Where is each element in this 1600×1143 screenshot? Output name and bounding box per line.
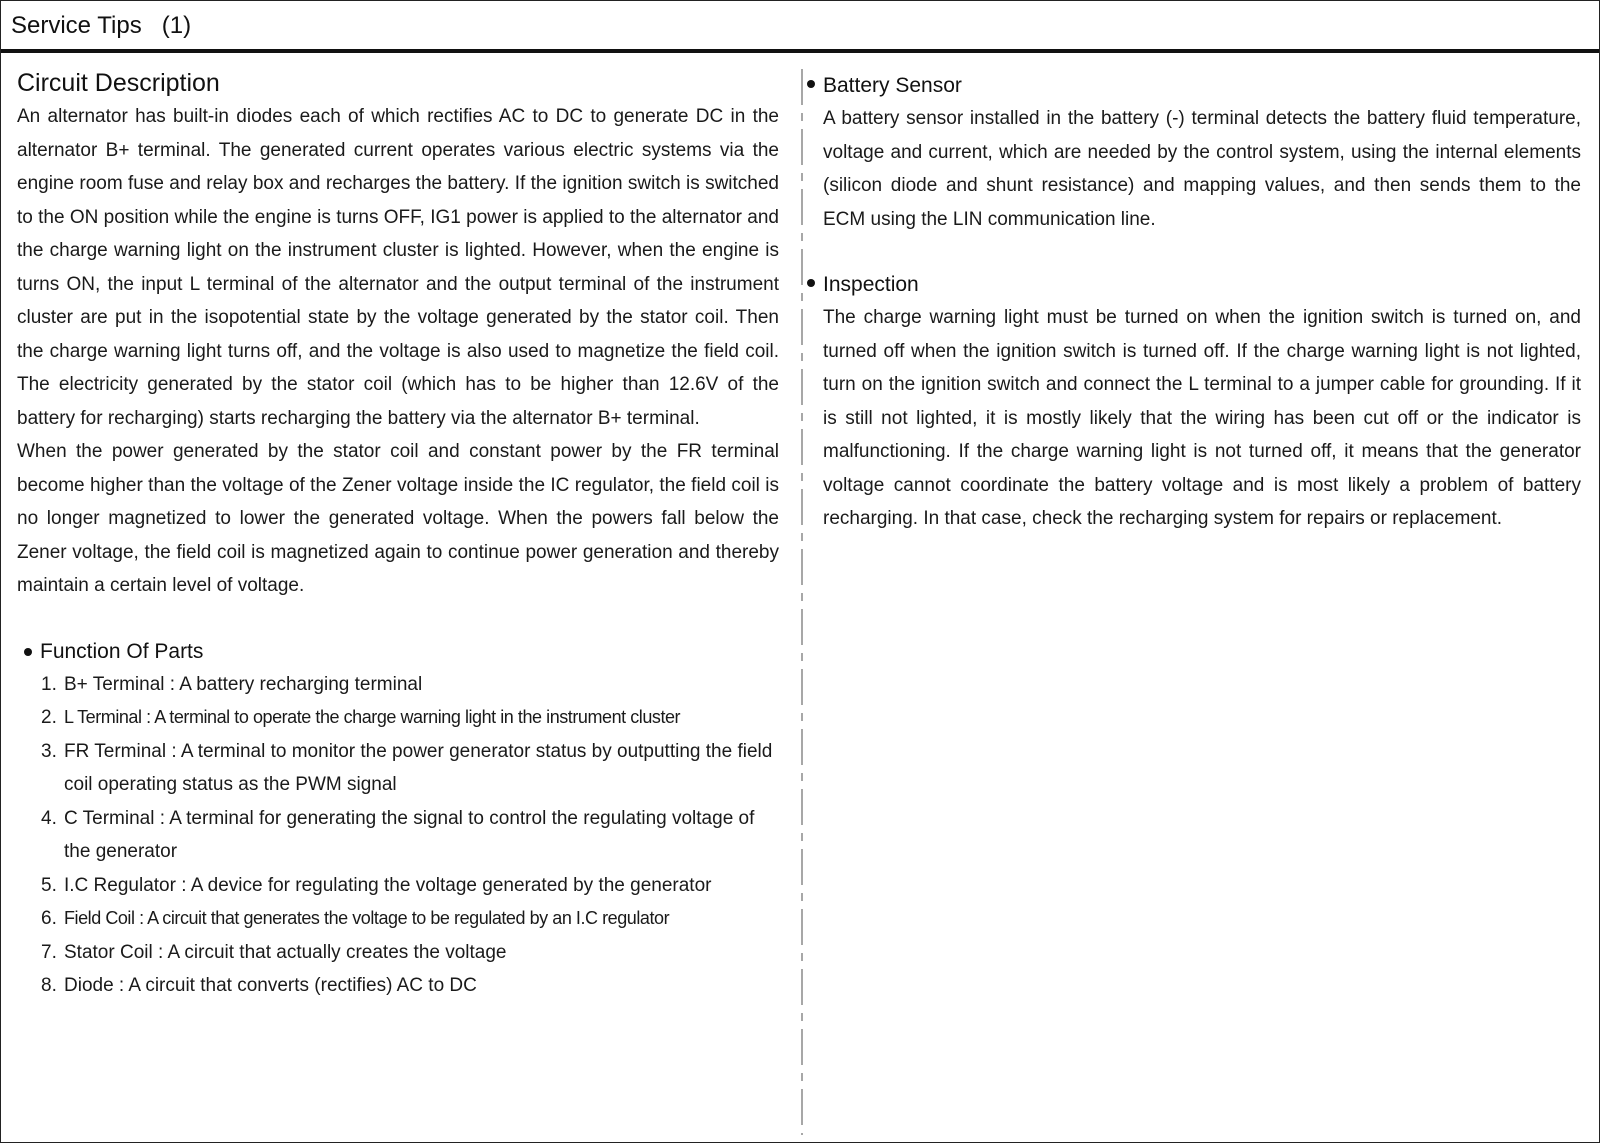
battery-sensor-title: Battery Sensor <box>823 74 962 97</box>
list-item-text: Field Coil : A circuit that generates the voltage to be regulated by an I.C regulator <box>64 908 670 928</box>
list-item <box>17 902 779 936</box>
right-column <box>823 69 1581 536</box>
column-divider <box>801 69 803 1135</box>
list-item-number: 8. <box>41 975 57 996</box>
page-title: Service Tips <box>11 12 142 39</box>
bullet-icon <box>24 648 32 656</box>
list-item-number: 2. <box>41 707 57 728</box>
list-item <box>17 936 779 970</box>
circuit-description-paragraph-2: When the power generated by the stator coil and constant power by the FR terminal become higher than the voltage of the Zener voltage inside the IC regulator, the field coil is no longer magnetized to lower the generated voltage. When the powers fall below the Zener voltage, the field coil is magnetized again to continue power generation and thereby maintain a certain level of voltage. <box>17 441 779 596</box>
battery-sensor-text: A battery sensor installed in the battery (-) terminal detects the battery fluid temperature, voltage and current, which are needed by the control system, using the internal elements (silicon diode and shunt resistance) and mapping values, and then sends them to the ECM using the LIN communication line. <box>823 108 1581 230</box>
list-item <box>17 969 779 1003</box>
page-header <box>1 1 1599 53</box>
bullet-icon <box>807 80 815 88</box>
inspection-heading <box>804 268 1581 301</box>
list-item-number: 4. <box>41 807 57 829</box>
list-item-text: C Terminal : A terminal for generating the signal to control the regulating voltage of the generator <box>64 807 755 862</box>
list-item-number: 7. <box>41 941 57 963</box>
inspection-text: The charge warning light must be turned on when the ignition switch is turned on, and turned off when the ignition switch is turned off. If the charge warning light is not lighted, turn on the ignition switch and connect the L terminal to a jumper cable for grounding. If it is still not lighted, it is mostly likely that the wiring has been cut off or the indicator is malfunctioning. If the charge warning light is not turned off, it means that the generator voltage cannot coordinate the battery voltage and is most likely a problem of battery recharging. In that case, check the recharging system for repairs or replacement. <box>823 307 1581 529</box>
list-item <box>17 668 779 702</box>
list-item-text: Stator Coil : A circuit that actually creates the voltage <box>64 941 507 963</box>
list-item-text: B+ Terminal : A battery recharging terminal <box>64 673 423 695</box>
list-item-text: I.C Regulator : A device for regulating the voltage generated by the generator <box>64 874 712 896</box>
list-item-text: FR Terminal : A terminal to monitor the power generator status by outputting the field coil operating status as the PWM signal <box>64 740 773 795</box>
list-item-number: 6. <box>41 908 57 929</box>
function-of-parts-title: Function Of Parts <box>40 639 204 663</box>
list-item-text: L Terminal : A terminal to operate the charge warning light in the instrument cluster <box>64 707 681 727</box>
list-item <box>17 735 779 802</box>
circuit-description-title: Circuit Description <box>17 69 220 97</box>
battery-sensor-heading <box>804 69 1581 102</box>
circuit-description-paragraph-1: An alternator has built-in diodes each of which rectifies AC to DC to generate DC in the alternator B+ terminal. The generated current operates various electric systems via the engine room fuse and relay box and recharges the battery. If the ignition switch is switched to the ON position while the engine is turns OFF, IG1 power is applied to the alternator and the charge warning light on the instrument cluster is lighted. However, when the engine is turns ON, the input L terminal of the alternator and the output terminal of the instrument cluster are put in the isopotential state by the voltage generated by the stator coil. Then the charge warning light turns off, and the voltage is also used to magnetize the field coil. The electricity generated by the stator coil (which has to be higher than 12.6V of the battery for recharging) starts recharging the battery via the alternator B+ terminal. <box>17 106 779 429</box>
list-item <box>17 802 779 869</box>
inspection-title: Inspection <box>823 273 919 296</box>
list-item-number: 1. <box>41 673 57 695</box>
left-column <box>17 67 779 1003</box>
page-number: (1) <box>161 12 192 39</box>
function-of-parts-heading <box>17 635 779 668</box>
list-item-number: 3. <box>41 740 57 762</box>
list-item-number: 5. <box>41 874 57 896</box>
list-item-text: Diode : A circuit that converts (rectifies) AC to DC <box>64 975 477 996</box>
list-item <box>17 701 779 735</box>
bullet-icon <box>807 279 815 287</box>
list-item <box>17 869 779 903</box>
function-of-parts-list <box>17 668 779 1003</box>
